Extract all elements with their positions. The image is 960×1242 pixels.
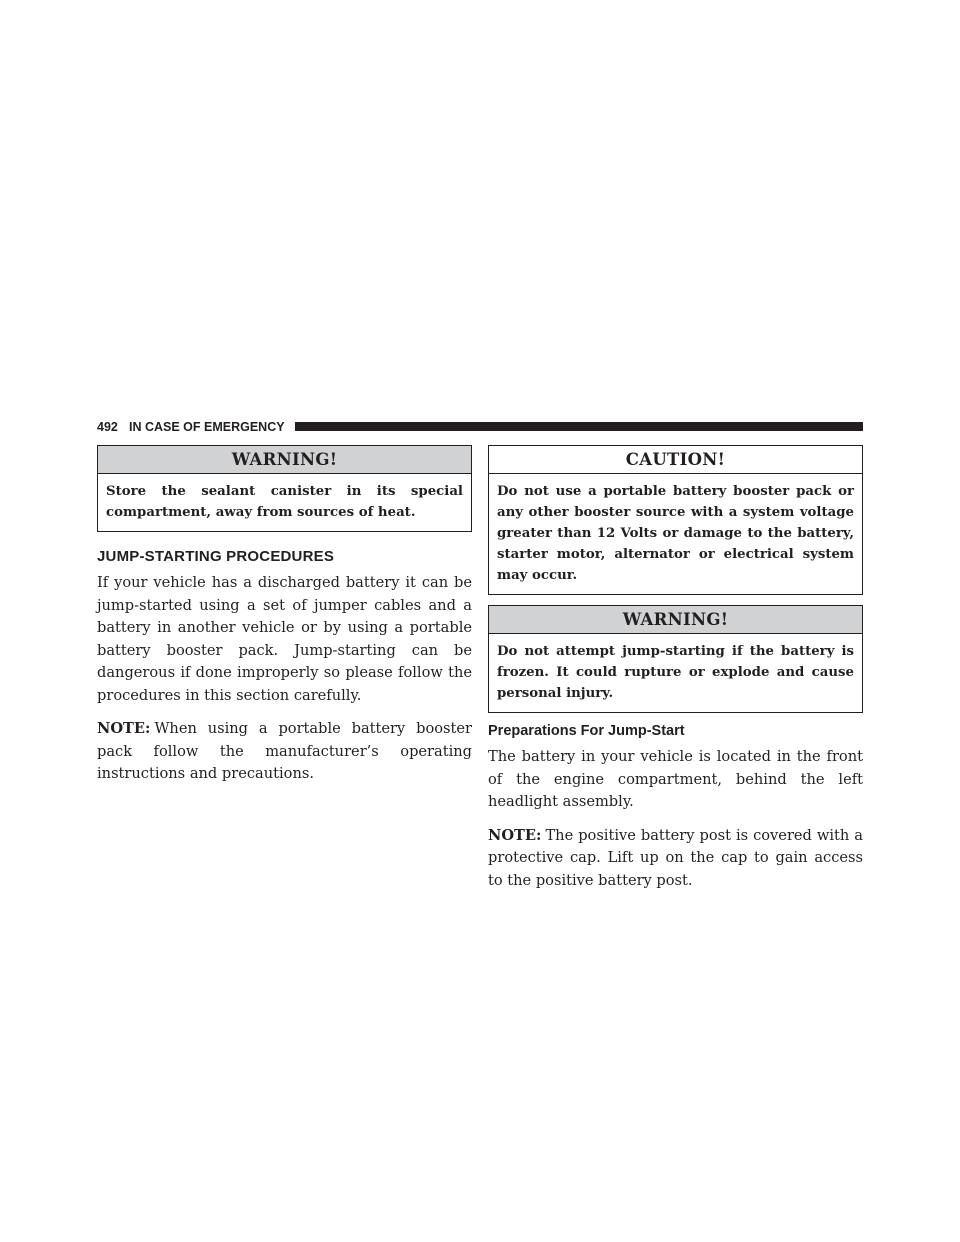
note-text: When using a portable battery booster pack follow the manufacturer’s operating instructions and precautions. — [97, 720, 472, 782]
warning-box-text: Do not attempt jump-starting if the battery is frozen. It could rupture or explode and cause personal injury. — [497, 644, 854, 701]
body-paragraph: The battery in your vehicle is located in the front of the engine compartment, behind the left headlight assembly. — [488, 748, 863, 810]
section-heading: JUMP-STARTING PROCEDURES — [97, 548, 335, 565]
caution-box — [488, 445, 863, 595]
page-number: 492 — [97, 420, 118, 434]
warning-box-title: WARNING! — [489, 606, 862, 634]
section-title: IN CASE OF EMERGENCY — [129, 420, 285, 434]
left-column — [97, 445, 472, 797]
page-header — [97, 419, 863, 435]
warning-box-sealant — [97, 445, 472, 532]
note-label: NOTE: — [97, 720, 151, 737]
note-paragraph — [97, 718, 472, 786]
right-column — [488, 445, 863, 903]
warning-box-text: Store the sealant canister in its special compartment, away from sources of heat. — [106, 484, 463, 520]
warning-box-frozen — [488, 605, 863, 713]
caution-box-text: Do not use a portable battery booster pack or any other booster source with a system voltage greater than 12 Volts or damage to the battery, starter motor, alternator or electrical system may occur. — [497, 484, 854, 583]
warning-box-title: WARNING! — [98, 446, 471, 474]
note-label: NOTE: — [488, 826, 542, 844]
subsection-heading: Preparations For Jump-Start — [488, 723, 685, 739]
header-rule — [295, 422, 863, 431]
caution-box-title: CAUTION! — [489, 446, 862, 474]
spacer — [488, 595, 863, 605]
note-text: The positive battery post is covered with a protective cap. Lift up on the cap to gain access to the positive battery post. — [488, 826, 863, 889]
note-paragraph — [488, 825, 863, 893]
body-paragraph: If your vehicle has a discharged battery it can be jump-started using a set of jumper cables and a battery in another vehicle or by using a portable battery booster pack. Jump-starting can be dangerous if done improperly so please follow the procedures in this section carefully. — [97, 574, 472, 704]
